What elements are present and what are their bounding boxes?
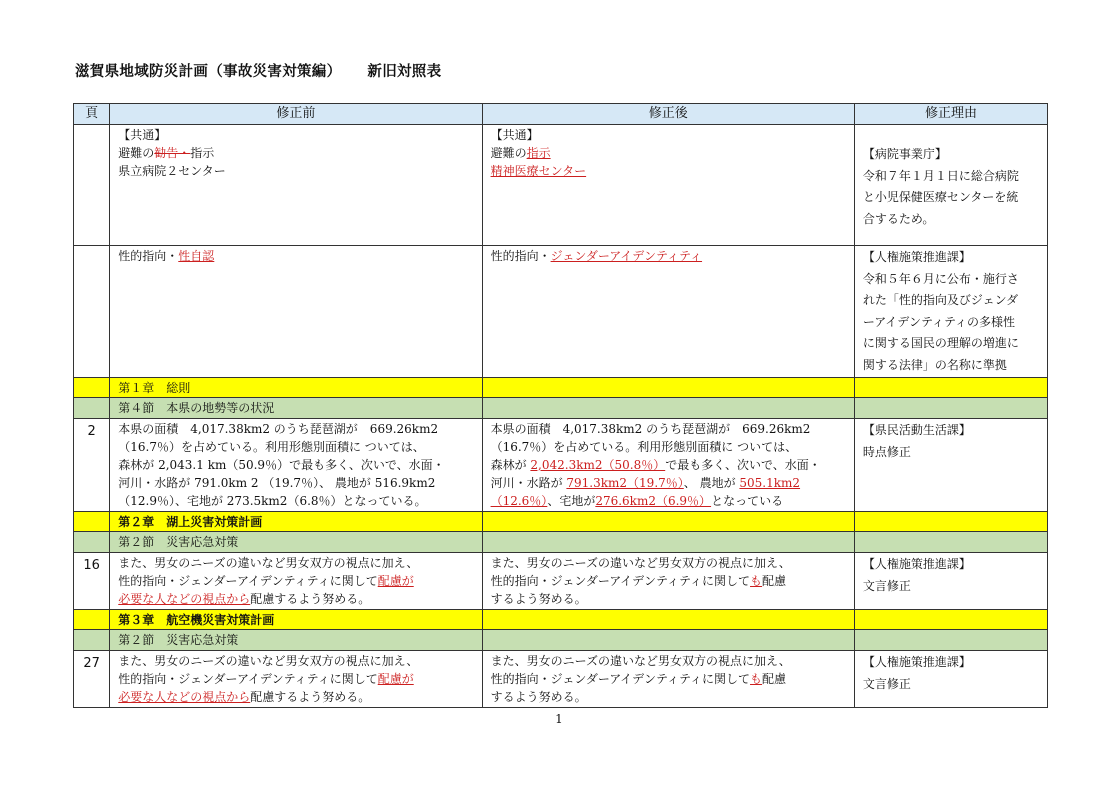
text-segment: 性的指向・ジェンダーアイデンティティに関して <box>118 574 378 588</box>
page-cell: 2 <box>74 419 110 512</box>
header-page: 頁 <box>74 104 110 125</box>
revised-text: 必要な人などの視点から <box>118 592 251 606</box>
section-row <box>74 532 1048 553</box>
after-text <box>491 572 848 590</box>
before-text <box>118 670 475 688</box>
after-cell <box>482 651 854 708</box>
revised-text: 配慮が <box>377 672 414 686</box>
before-text <box>118 688 475 706</box>
before-text: （12.9％）、宅地が 273.5km2（6.8％）となっている。 <box>118 494 427 508</box>
after-text <box>491 144 848 162</box>
reason-text: 合するため。 <box>862 211 935 226</box>
text-segment: 避難の <box>118 146 155 160</box>
after-cell <box>482 125 854 246</box>
revised-text: 指示 <box>526 146 551 160</box>
reason-text: 文言修正 <box>862 676 911 691</box>
revised-text: 791.3km2（19.7％） <box>566 476 684 490</box>
header-row <box>74 104 1048 125</box>
text-segment: 河川・水路が <box>490 476 567 490</box>
before-text <box>118 590 475 608</box>
after-text <box>491 474 848 492</box>
revised-text: 精神医療センター <box>490 164 587 178</box>
text-segment: 配慮するよう努める。 <box>250 690 371 704</box>
reason-text: に関する国民の理解の増進に <box>862 336 1019 350</box>
text-segment: 配慮 <box>762 574 787 588</box>
after-text <box>491 247 848 265</box>
before-cell <box>110 553 482 610</box>
chapter-row <box>74 378 1048 398</box>
table-row <box>74 125 1048 246</box>
before-text: 【共通】 <box>118 128 167 142</box>
before-text: （16.7％）を占めている。利用形態別面積に ついては、 <box>118 440 425 454</box>
reason-cell <box>854 419 1047 512</box>
revised-text: も <box>750 672 763 686</box>
revised-text: ジェンダーアイデンティティ <box>550 249 703 263</box>
reason-title: 【病院事業庁】 <box>862 147 947 161</box>
document-title <box>75 60 441 81</box>
title-sub: 新旧対照表 <box>367 64 442 80</box>
before-cell <box>110 125 482 246</box>
before-text: 森林が 2,043.1 km（50.9％）で最も多く、次いで、水面・ <box>118 458 445 472</box>
section-row <box>74 398 1048 419</box>
header-after: 修正後 <box>482 104 854 125</box>
revised-text: （12.6％） <box>490 494 548 508</box>
reason-title: 【人権施策推進課】 <box>862 655 971 669</box>
chapter-row <box>74 610 1048 630</box>
revised-text: も <box>750 574 763 588</box>
page-cell <box>74 125 110 246</box>
deleted-text: 勧告・ <box>154 146 191 160</box>
reason-text: ーアイデンティティの多様性 <box>862 314 1016 329</box>
revised-text: 505.1km2 <box>739 476 801 490</box>
section-title: 第２節 災害応急対策 <box>110 532 482 553</box>
table-row <box>74 419 1048 512</box>
chapter-title: 第２章 湖上災害対策計画 <box>110 512 482 532</box>
after-cell <box>482 246 854 378</box>
text-segment: となっている <box>711 494 784 508</box>
reason-text: 時点修正 <box>862 444 911 459</box>
before-text: 河川・水路が 791.0km 2 （19.7％）、 農地が 516.9km2 <box>118 476 436 490</box>
section-title: 第４節 本県の地勢等の状況 <box>110 398 482 419</box>
text-segment: 森林が <box>490 458 531 472</box>
page-cell: 27 <box>74 651 110 708</box>
before-cell <box>110 419 482 512</box>
reason-cell <box>854 651 1047 708</box>
chapter-title: 第１章 総則 <box>110 378 482 398</box>
reason-text: 文言修正 <box>862 578 911 593</box>
section-row <box>74 630 1048 651</box>
after-text: 本県の面積 4,017.38km2 のうち琵琶湖が 669.26km2 <box>490 422 811 436</box>
before-text: また、男女のニーズの違いなど男女双方の視点に加え、 <box>118 556 419 570</box>
reason-cell <box>854 246 1047 378</box>
before-text: 県立病院２センター <box>118 164 226 178</box>
revised-text: 276.6km2（6.9％） <box>595 494 712 508</box>
reason-title: 【人権施策推進課】 <box>862 250 971 264</box>
reason-cell <box>854 125 1047 246</box>
reason-title: 【人権施策推進課】 <box>862 557 971 571</box>
revised-text: 配慮が <box>377 574 414 588</box>
reason-title: 【県民活動生活課】 <box>862 423 971 437</box>
after-cell <box>482 553 854 610</box>
reason-text: 関する法律」の名称に準拠 <box>862 357 1007 372</box>
text-segment: で最も多く、次いで、水面・ <box>665 458 821 472</box>
text-segment: 指示 <box>190 146 215 160</box>
before-cell <box>110 246 482 378</box>
text-segment: 、宅地が <box>547 494 596 508</box>
after-text <box>491 492 848 510</box>
revised-text: 2,042.3km2（50.8％） <box>530 458 666 472</box>
revised-text: 必要な人などの視点から <box>118 690 251 704</box>
reason-cell <box>854 553 1047 610</box>
reason-text: れた「性的指向及びジェンダ <box>862 293 1019 307</box>
title-main: 滋賀県地域防災計画（事故災害対策編） <box>75 64 342 80</box>
header-reason: 修正理由 <box>854 104 1047 125</box>
text-segment: 性的指向・ <box>490 249 551 263</box>
after-text: 【共通】 <box>490 128 539 142</box>
chapter-row <box>74 512 1048 532</box>
before-text <box>118 247 475 265</box>
reason-text: 令和５年６月に公布・施行さ <box>862 271 1019 286</box>
text-segment: 、 農地が <box>683 476 740 490</box>
text-segment: 配慮するよう努める。 <box>250 592 371 606</box>
after-text: また、男女のニーズの違いなど男女双方の視点に加え、 <box>490 556 791 570</box>
text-segment: 性的指向・ジェンダーアイデンティティに関して <box>490 574 751 588</box>
before-text <box>118 572 475 590</box>
text-segment: 配慮 <box>762 672 787 686</box>
after-text: （16.7％）を占めている。利用形態別面積に ついては、 <box>490 440 798 454</box>
after-text <box>491 670 848 688</box>
page-cell: 16 <box>74 553 110 610</box>
after-text: また、男女のニーズの違いなど男女双方の視点に加え、 <box>490 654 791 668</box>
table-row <box>74 651 1048 708</box>
before-text <box>118 144 475 162</box>
page-cell <box>74 246 110 378</box>
after-text <box>491 456 848 474</box>
comparison-table <box>73 103 1048 708</box>
header-before: 修正前 <box>110 104 482 125</box>
after-cell <box>482 419 854 512</box>
table-row <box>74 553 1048 610</box>
after-text <box>491 162 848 180</box>
text-segment: 性的指向・ジェンダーアイデンティティに関して <box>490 672 751 686</box>
text-segment: 性的指向・ <box>118 249 179 263</box>
chapter-title: 第３章 航空機災害対策計画 <box>110 610 482 630</box>
text-segment: 避難の <box>490 146 527 160</box>
page-number: 1 <box>555 712 563 726</box>
revised-text: 性自認 <box>178 249 215 263</box>
before-text: また、男女のニーズの違いなど男女双方の視点に加え、 <box>118 654 419 668</box>
after-text: するよう努める。 <box>490 592 587 606</box>
before-text: 本県の面積 4,017.38km2 のうち琵琶湖が 669.26km2 <box>118 422 439 436</box>
table-row <box>74 246 1048 378</box>
after-text: するよう努める。 <box>490 690 587 704</box>
reason-text: と小児保健医療センターを統 <box>862 190 1019 204</box>
reason-text: 令和７年１月１日に総合病院 <box>862 168 1019 183</box>
section-title: 第２節 災害応急対策 <box>110 630 482 651</box>
before-cell <box>110 651 482 708</box>
text-segment: 性的指向・ジェンダーアイデンティティに関して <box>118 672 378 686</box>
